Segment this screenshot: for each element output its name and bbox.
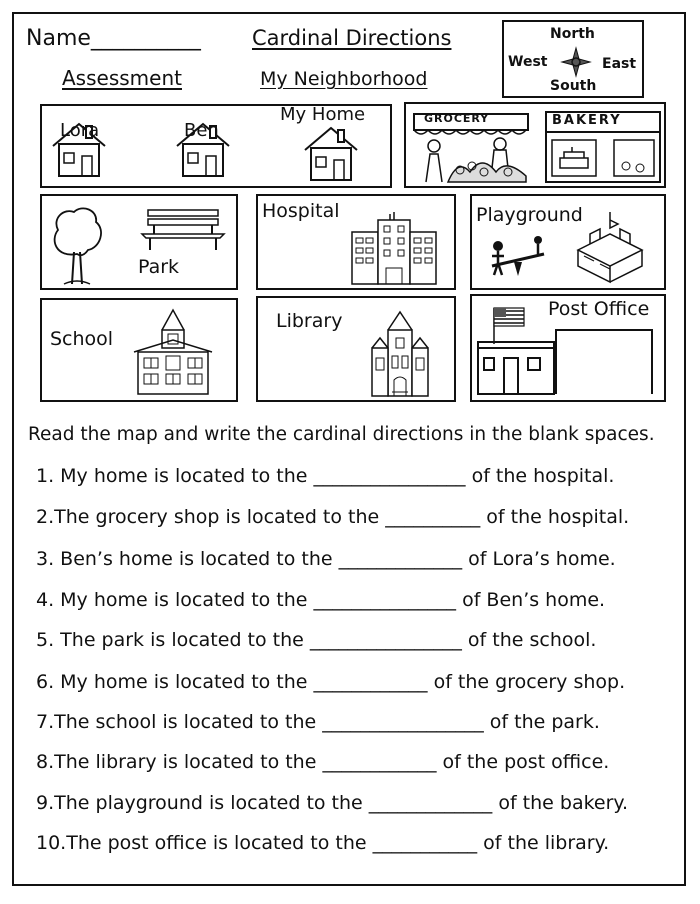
- assessment-label: Assessment: [62, 66, 182, 90]
- playground-structure-icon: [570, 210, 650, 284]
- compass-north-label: North: [550, 26, 595, 42]
- library-label: Library: [276, 310, 343, 332]
- question-10[interactable]: 10.The post office is located to the ___________ of the library.: [36, 832, 610, 854]
- park-label: Park: [138, 256, 180, 278]
- my-home-icon: [302, 124, 360, 182]
- post-office-annex-icon: [552, 326, 656, 396]
- question-9[interactable]: 9.The playground is located to the _____________ of the bakery.: [36, 792, 628, 814]
- compass-south-label: South: [550, 78, 597, 94]
- bakery-sign: BAKERY: [552, 113, 622, 128]
- playground-map-cell: [470, 194, 666, 290]
- school-map-cell: [40, 298, 238, 402]
- compass-west-label: West: [508, 54, 548, 70]
- question-3[interactable]: 3. Ben’s home is located to the _____________ of Lora’s home.: [36, 548, 616, 570]
- shops-map-cell: [404, 102, 666, 188]
- question-4[interactable]: 4. My home is located to the _______________ of Ben’s home.: [36, 589, 606, 611]
- question-2[interactable]: 2.The grocery shop is located to the __________ of the hospital.: [36, 506, 630, 528]
- lora-label: Lora: [60, 120, 100, 141]
- name-field[interactable]: Name__________: [26, 26, 201, 51]
- compass-east-label: East: [602, 56, 637, 72]
- park-bench-icon: [140, 208, 226, 250]
- question-8[interactable]: 8.The library is located to the ____________ of the post office.: [36, 751, 610, 773]
- instructions: Read the map and write the cardinal directions in the blank spaces.: [28, 424, 655, 445]
- school-label: School: [50, 328, 114, 350]
- playground-label: Playground: [476, 204, 583, 226]
- kids-seesaw-icon: [488, 236, 548, 282]
- my-home-label: My Home: [280, 104, 366, 125]
- post-office-label: Post Office: [548, 298, 650, 320]
- ben-label: Ben: [184, 120, 219, 141]
- hospital-building-icon: [350, 210, 438, 286]
- tree-icon: [50, 206, 104, 286]
- hospital-map-cell: [256, 194, 456, 290]
- worksheet-title: Cardinal Directions: [252, 26, 452, 50]
- compass-star-icon: [562, 48, 590, 76]
- question-1[interactable]: 1. My home is located to the ________________ of the hospital.: [36, 465, 615, 487]
- post-office-building-icon: [476, 304, 556, 396]
- homes-map-cell: [40, 104, 392, 188]
- question-7[interactable]: 7.The school is located to the _________________ of the park.: [36, 711, 600, 733]
- post-office-map-cell: [470, 294, 666, 402]
- park-map-cell: [40, 194, 238, 290]
- compass-rose: [502, 20, 644, 98]
- library-map-cell: [256, 296, 456, 402]
- worksheet-subtitle: My Neighborhood: [260, 68, 428, 90]
- hospital-label: Hospital: [262, 200, 340, 222]
- question-6[interactable]: 6. My home is located to the ____________ of the grocery shop.: [36, 671, 626, 693]
- grocery-sign: GROCERY: [424, 112, 490, 125]
- question-5[interactable]: 5. The park is located to the ________________ of the school.: [36, 629, 597, 651]
- library-building-icon: [370, 308, 430, 398]
- school-building-icon: [132, 306, 214, 396]
